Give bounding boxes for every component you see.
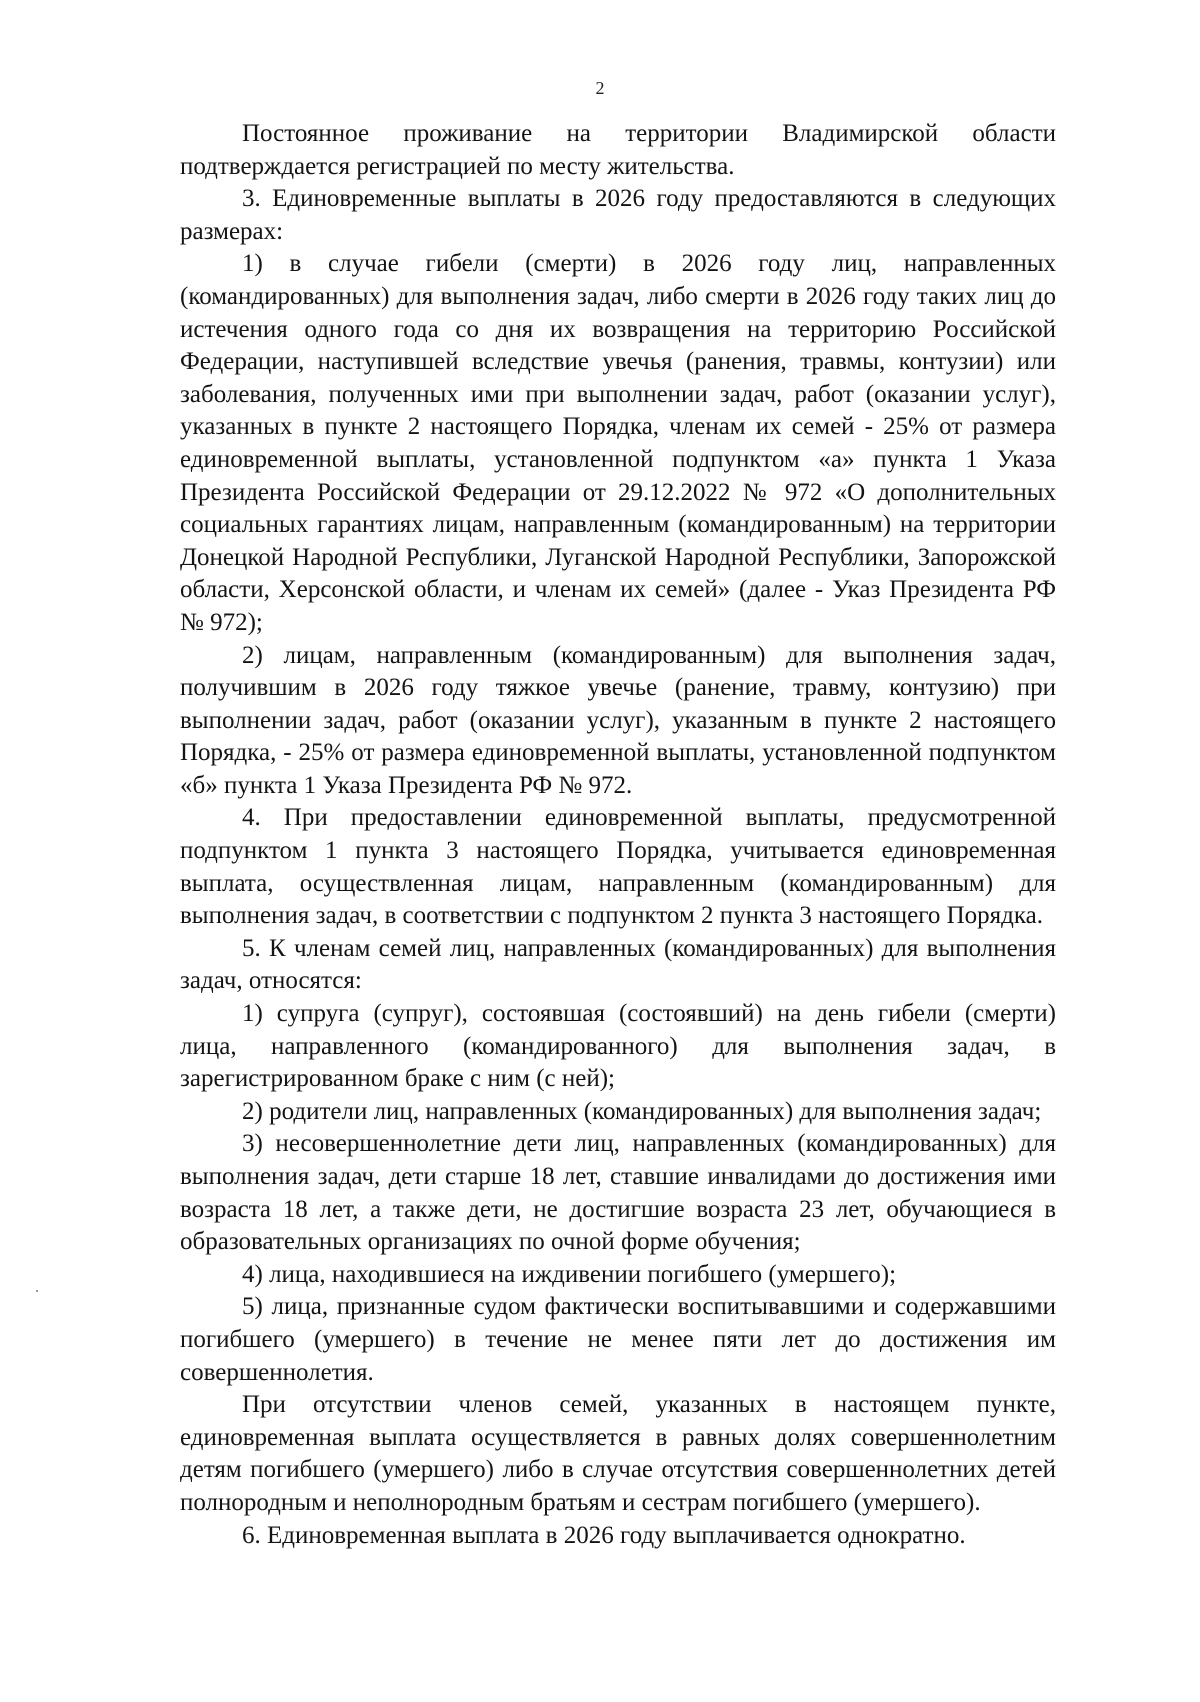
paragraph-item-5-4: 4) лица, находившиеся на иждивении погибшего (умершего); [242, 1260, 897, 1288]
paragraph-item-3-2: 2) лицам, направленным (командированным) для выполнения задач, получившим в 2026 году тяжкое увечье (ранение, травму, контузию) при выполнении задач, работ (оказании услуг), указанным в пункте 2 настоящего Порядка, - 25% от размера единовременной выплаты, установленной подпунктом «б» пункта 1 Указа Президента РФ № 972. [180, 641, 1056, 799]
document-body [180, 118, 1056, 1552]
page-number: 2 [595, 78, 605, 98]
paragraph-item-6: 6. Единовременная выплата в 2026 году выплачивается однократно. [242, 1521, 966, 1549]
paragraph-item-5-3: 3) несовершеннолетние дети лиц, направленных (командированных) для выполнения задач, дети старше 18 лет, ставшие инвалидами до достижения ими возраста 18 лет, а также дети, не достигшие возраста 23 лет, обучающиеся в образовательных организациях по очной форме обучения; [180, 1130, 1056, 1256]
paragraph-absence-of-family: При отсутствии членов семей, указанных в настоящем пункте, единовременная выплата осуществляется в равных долях совершеннолетним детям погибшего (умершего) либо в случае отсутствия совершеннолетних детей полнородным и неполнородным братьям и сестрам погибшего (умершего). [180, 1391, 1056, 1516]
paragraph-item-5: 5. К членам семей лиц, направленных (командированных) для выполнения задач, относятся: [180, 934, 1056, 995]
paragraph-item-3-1: 1) в случае гибели (смерти) в 2026 году лиц, направленных (командированных) для выполнения задач, либо смерти в 2026 году таких лиц до истечения одного года со дня их возвращения на территорию Российской Федерации, наступившей вследствие увечья (ранения, травмы, контузии) или заболевания, полученных ими при выполнении задач, работ (оказании услуг), указанных в пункте 2 настоящего Порядка, членам их семей - 25% от размера единовременной выплаты, установленной подпунктом «а» пункта 1 Указа Президента Российской Федерации от 29.12.2022 № 972 «О дополнительных социальных гарантиях лицам, направленным (командированным) на территории Донецкой Народной Республики, Луганской Народной Республики, Запорожской области, Херсонской области, и членам их семей» (далее - Указ Президента РФ № 972); [180, 250, 1056, 636]
paragraph-item-5-5: 5) лица, признанные судом фактически воспитывавшими и содержавшими погибшего (умершего) в течение не менее пяти лет до достижения им совершеннолетия. [180, 1293, 1056, 1386]
scan-speck [36, 1290, 38, 1292]
paragraph-item-3: 3. Единовременные выплаты в 2026 году предоставляются в следующих размерах: [180, 185, 1056, 245]
paragraph-item-5-1: 1) супруга (супруг), состоявшая (состоявший) на день гибели (смерти) лица, направленного (командированного) для выполнения задач, в зарегистрированном браке с ним (с ней); [180, 1000, 1056, 1093]
paragraph-residence: Постоянное проживание на территории Владимирской области подтверждается регистрацией по месту жительства. [180, 120, 1056, 180]
paragraph-item-5-2: 2) родители лиц, направленных (командированных) для выполнения задач; [242, 1097, 1042, 1125]
paragraph-item-4: 4. При предоставлении единовременной выплаты, предусмотренной подпунктом 1 пункта 3 настоящего Порядка, учитывается единовременная выплата, осуществленная лицам, направленным (командированным) для выполнения задач, в соответствии с подпунктом 2 пункта 3 настоящего Порядка. [180, 804, 1056, 930]
